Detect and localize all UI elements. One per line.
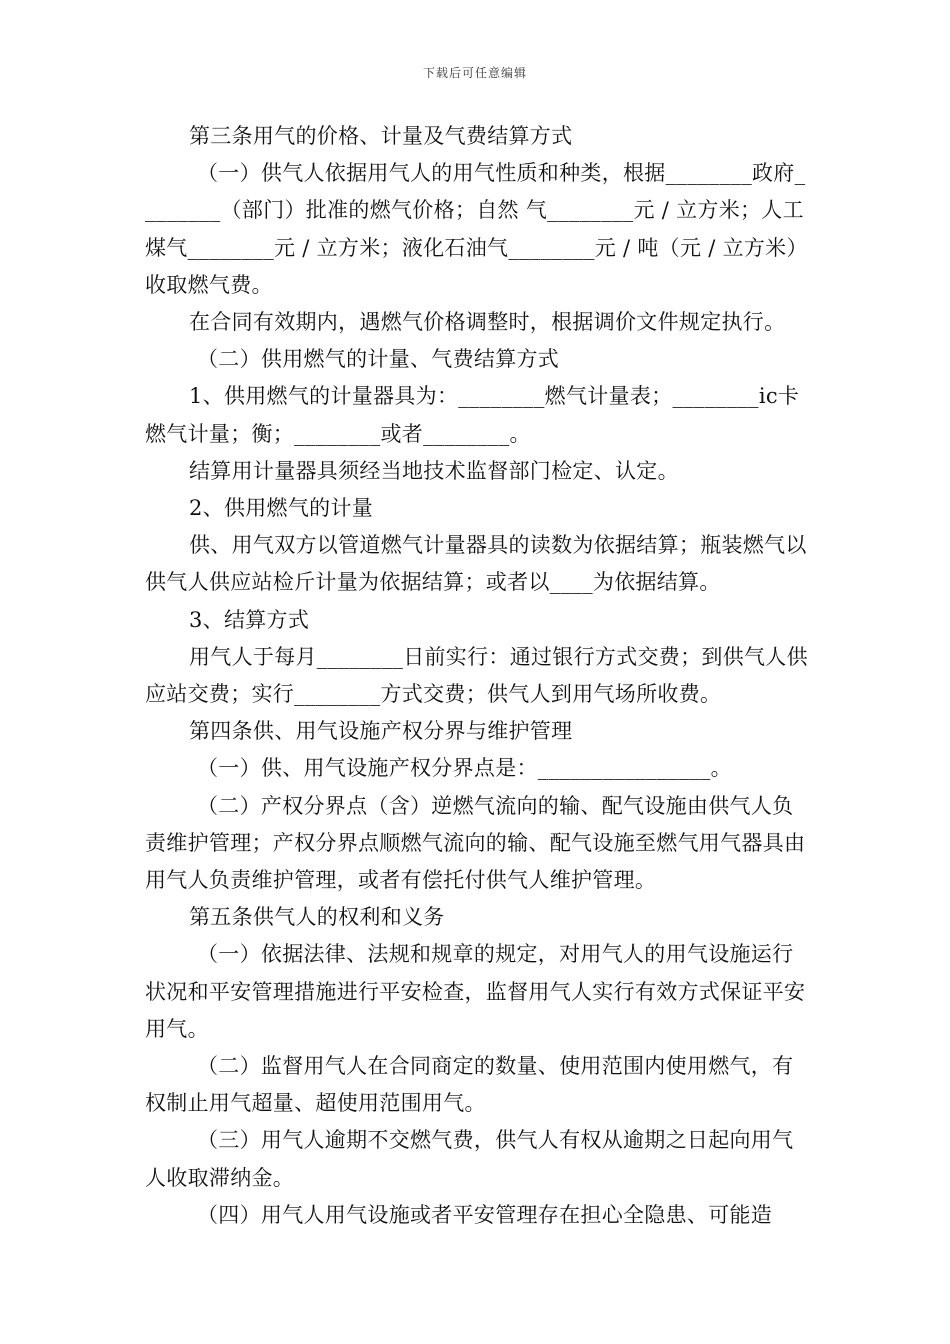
paragraph: 第三条用气的价格、计量及气费结算方式	[189, 124, 573, 148]
paragraph: 在合同有效期内，遇燃气价格调整时，根据调价文件规定执行。	[189, 310, 786, 335]
paragraph: （二）产权分界点（含）逆燃气流向的输、配气设施由供气人负责维护管理；产权分界点顺燃气流向的输、配气设施至燃气用气器具由用气人负责维护管理，或者有偿托付供气人维护管理。	[145, 793, 806, 893]
paragraph: 用气人于每月________日前实行：通过银行方式交费；到供气人供应站交费；实行________方式交费；供气人到用气场所收费。	[145, 644, 808, 707]
paragraph: 3、结算方式	[189, 607, 310, 632]
paragraph: （一）供、用气设施产权分界点是：________________。	[197, 756, 732, 781]
paragraph: 结算用计量器具须经当地技术监督部门检定、认定。	[189, 458, 679, 483]
paragraph: （二）监督用气人在合同商定的数量、使用范围内使用燃气，有权制止用气超量、超使用范围用气。	[145, 1054, 794, 1116]
paragraph: 1、供用燃气的计量器具为：________燃气计量表；________ic卡燃气计量；衡；________或者________。	[145, 384, 800, 446]
paragraph: 第五条供气人的权利和义务	[189, 905, 445, 930]
page-header: 下载后可任意编辑	[422, 66, 527, 80]
paragraph: 第四条供、用气设施产权分界与维护管理	[189, 719, 573, 744]
document-body	[145, 118, 810, 1234]
paragraph: （一）依据法律、法规和规章的规定，对用气人的用气设施运行状况和平安管理措施进行平安检查，监督用气人实行有效方式保证平安用气。	[145, 942, 806, 1041]
paragraph: 2、供用燃气的计量	[189, 496, 374, 521]
paragraph: （二）供用燃气的计量、气费结算方式	[197, 347, 560, 372]
paragraph: （三）用气人逾期不交燃气费，供气人有权从逾期之日起向用气人收取滞纳金。	[145, 1128, 794, 1190]
paragraph: 供、用气双方以管道燃气计量器具的读数为依据结算；瓶装燃气以供气人供应站检斤计量为依据结算；或者以____为依据结算。	[145, 533, 807, 595]
paragraph: （一）供气人依据用气人的用气性质和种类，根据________政府________（部门）批准的燃气价格；自然 气________元 / 立方米；人工煤气________元 / 立方米；液化石油气________元 / 吨（元 / 立方米）收取燃气费。	[145, 161, 808, 297]
paragraph: （四）用气人用气设施或者平安管理存在担心全隐患、可能造	[197, 1202, 773, 1227]
